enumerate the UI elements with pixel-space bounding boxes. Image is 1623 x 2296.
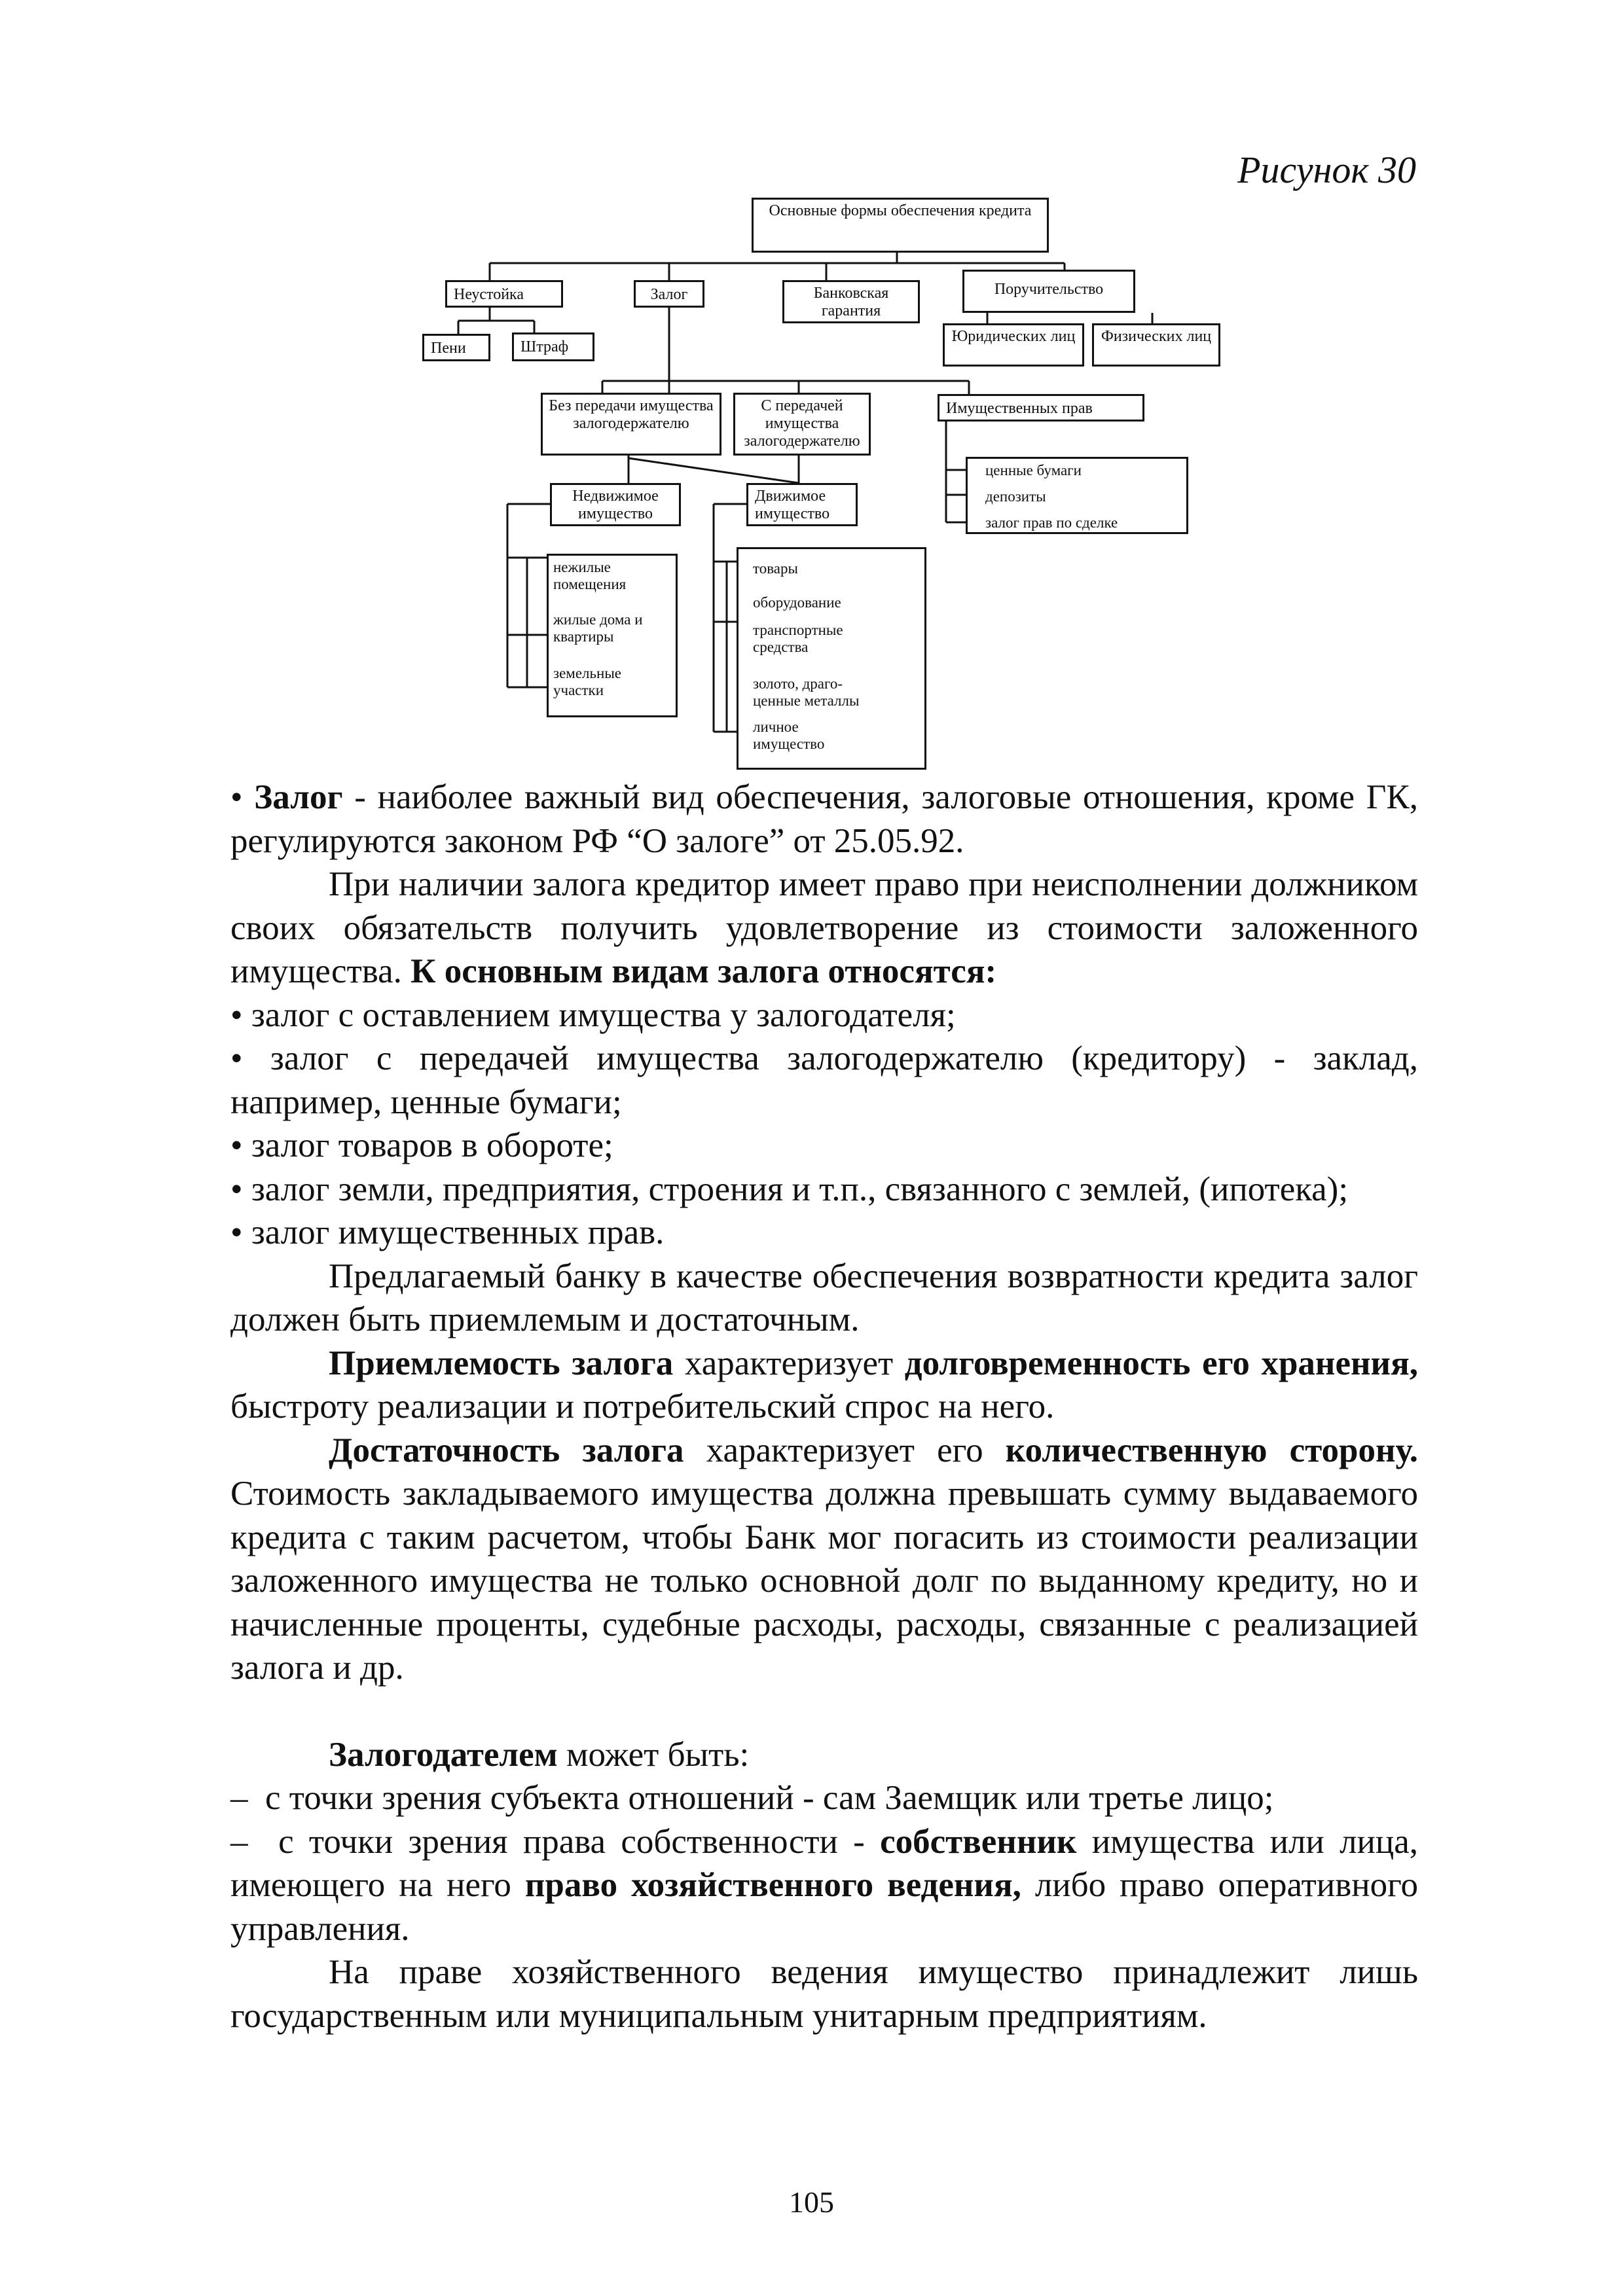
movable-item: товары (753, 560, 798, 577)
node-surety: Поручительство (962, 270, 1135, 313)
movable-item: личное имущество (753, 719, 825, 752)
node-individuals: Физических лиц (1092, 323, 1220, 367)
node-pledge: Залог (634, 280, 704, 308)
node-property-rights: Имущественных прав (938, 394, 1144, 422)
real-estate-item: жилые дома и квартиры (553, 611, 643, 645)
paragraph-pledge: • Залог - наиболее важный вид обеспечения, залоговые отношения, кроме ГК, регулируются законом РФ “О залоге” от 25.05.92. (230, 778, 1418, 860)
property-rights-item: ценные бумаги (985, 462, 1082, 478)
node-penalty: Неустойка (445, 280, 563, 308)
node-fine: Штраф (512, 332, 594, 361)
paragraph-sufficiency: Достаточность залога характеризует его количественную сторону. Стоимость закладываемого имущества должна превышать сумму выдаваемого кредита с таким расчетом, чтобы Банк мог погасить из стоимости реализации заложенного имущества не только основной долг по выданному кредиту, но и начисленные проценты, судебные расходы, расходы, связанные с реализацией залога и др. (230, 1431, 1418, 1687)
node-peni: Пени (422, 334, 490, 361)
bullet-item: • залог товаров в обороте; (230, 1126, 613, 1164)
page-number: 105 (789, 2185, 834, 2219)
movable-item: транспортные средства (753, 622, 843, 655)
bullet-item: • залог имущественных прав. (230, 1213, 665, 1251)
figure-caption: Рисунок 30 (1237, 149, 1416, 191)
node-legal-entities: Юридических лиц (943, 323, 1084, 367)
real-estate-item: земельные участки (553, 665, 621, 698)
bullet-item: • залог с передачей имущества залогодержателю (кредитору) - заклад, например, ценные бумаги; (230, 1039, 1419, 1121)
paragraph-acceptable-sufficient: Предлагаемый банку в качестве обеспечения возвратности кредита залог должен быть приемлемым и достаточным. (230, 1257, 1418, 1338)
dash-item: – с точки зрения права собственности - собственник имущества или лица, имеющего на него право хозяйственного ведения, либо право оперативного управления. (230, 1822, 1419, 1948)
property-rights-item: залог прав по сделке (985, 514, 1118, 531)
node-without-transfer: Без передачи имущества залогодержателю (541, 393, 721, 456)
paragraph-creditor-right: При наличии залога кредитор имеет право при неисполнении должником своих обязательств получить удовлетворение из стоимости заложенного имущества. К основным видам залога относятся: (230, 865, 1418, 990)
property-rights-item: депозиты (985, 488, 1046, 505)
real-estate-item: нежилые помещения (553, 559, 627, 592)
bullet-item: • залог земли, предприятия, строения и т.п., связанного с землей, (ипотека); (230, 1170, 1349, 1208)
paragraph-economic-management: На праве хозяйственного ведения имущество принадлежит лишь государственным или муниципальным унитарным предприятиям. (230, 1953, 1418, 2035)
node-with-transfer: С передачей имущества залогодержателю (733, 393, 871, 456)
paragraph-pledgor: Залогодателем может быть: (329, 1735, 750, 1774)
node-bank-guarantee: Банковская гарантия (782, 280, 920, 323)
node-real-estate: Недвижимое имущество (550, 483, 681, 526)
node-movable: Движимое имущество (746, 483, 858, 526)
dash-item: – с точки зрения субъекта отношений - сам Заемщик или третье лицо; (230, 1779, 1274, 1817)
diagram-root-box: Основные формы обеспечения кредита (752, 198, 1049, 253)
bullet-item: • залог с оставлением имущества у залогодателя; (230, 996, 956, 1034)
paragraph-gap (230, 1690, 1418, 1733)
main-text (230, 776, 1418, 2037)
movable-item: золото, драго-ценные металлы (753, 675, 860, 709)
movable-item: оборудование (753, 594, 841, 611)
paragraph-acceptability: Приемлемость залога характеризует долговременность его хранения, быстроту реализации и потребительский спрос на него. (230, 1344, 1418, 1426)
